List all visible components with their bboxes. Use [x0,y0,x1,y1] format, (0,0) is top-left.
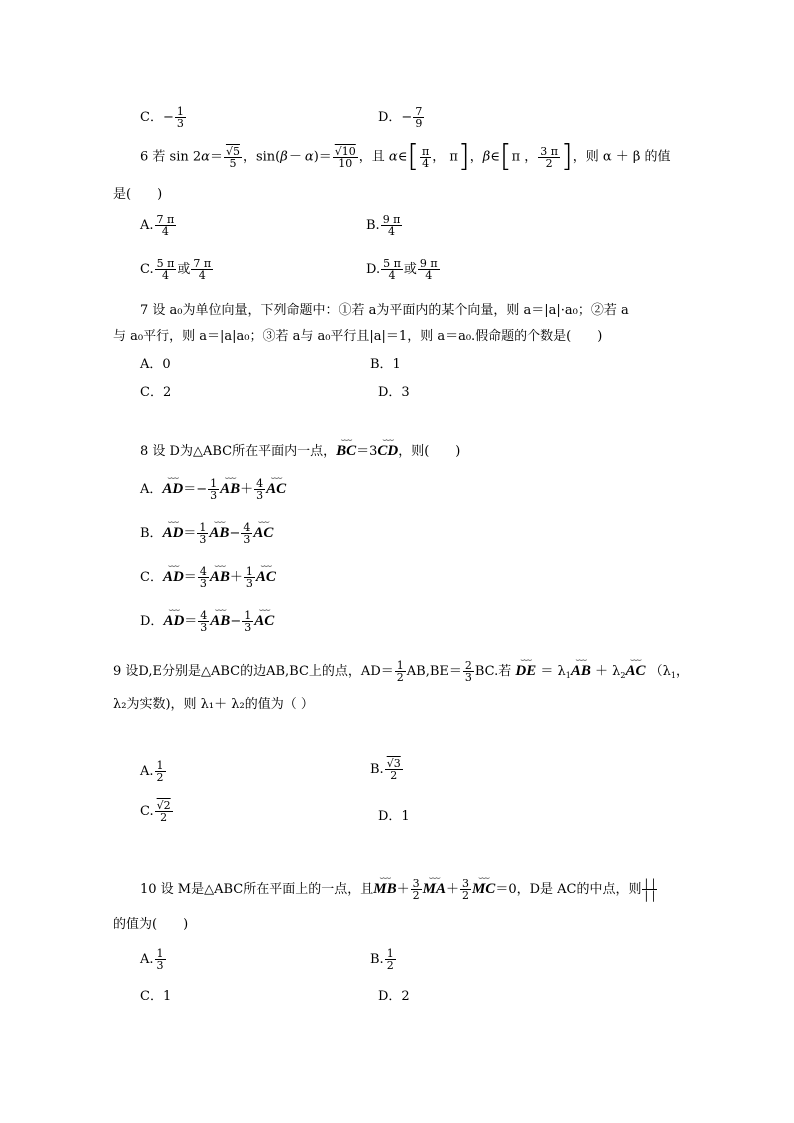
q7-option-b: B．1 [370,357,401,372]
q6-stem: 6 若 sin 2α＝ $\frac{√5}{5}$ ，sin(β－ α)＝ $\frac{√10}{10}$ ，且 α∈[ $\frac{\pi}{4}$ ， π]，β∈[π ， $\frac{3 \pi}{2}$ ]，则 α ＋ β 的值 [140,139,671,174]
q8-option-c: C．⌣⌣⌣ AD＝ $\frac{4}{3}$ ⌣⌣⌣ AB＋ $\frac{1}{3}$ ⌣⌣⌣ AC [140,566,276,589]
q7-option-c: C．2 [140,385,172,400]
q8-option-b: B．⌣⌣⌣ AD＝ $\frac{1}{3}$ ⌣⌣⌣ AB− $\frac{4}{3}$ ⌣⌣⌣ AC [140,522,273,545]
q10-option-b: B. $\frac{1}{2}$ [370,947,394,972]
q9-stem: 9 设D,E分别是△ABC的边AB,BC上的点，AD＝ $\frac{1}{2}$ AB,BE＝ $\frac{2}{3}$ BC.若 ⌣⌣⌣ DE ＝ $\lambda_1⌣⌣⌣$ AB ＋ $\lambda_2⌣⌣⌣$ AC （$\lambda_1$， [113,660,689,683]
q6-option-b: B. $\frac{9 \pi}{4}$ [366,213,401,238]
q8-option-a: A．⌣⌣⌣ AD＝− $\frac{1}{3}$ ⌣⌣⌣ AB＋ $\frac{4}{3}$ ⌣⌣⌣ AC [140,478,286,501]
q7-option-d: D．3 [378,385,410,400]
q7-option-a: A．0 [140,357,171,372]
q6-option-d: D. $\frac{5 \pi}{4}$ 或 $\frac{9 \pi}{4}$ [366,257,438,282]
q8-option-d: D．⌣⌣⌣ AD＝ $\frac{4}{3}$ ⌣⌣⌣ AB− $\frac{1}{3}$ ⌣⌣⌣ AC [140,610,274,633]
q6-stem-line2: 是( ) [113,187,163,202]
q9-option-b: B. $\frac{√3}{2}$ [370,757,401,782]
q10-option-a: A. $\frac{1}{3}$ [140,947,164,972]
q5-option-c: C．− $\frac{1}{3}$ [140,105,184,130]
q10-option-d: D．2 [378,989,410,1004]
q5-option-d: D．− $\frac{7}{9}$ [378,105,423,130]
q9-stem-line2: λ₂为实数)，则 λ₁＋ λ₂的值为（ ） [113,697,314,712]
q7-stem-line2: 与 a₀平行，则 a＝|a|a₀；③若 a与 a₀平行且|a|＝1，则 a＝a₀.假命题的个数是( ) [113,329,603,344]
q9-option-a: A. $\frac{1}{2}$ [140,759,164,784]
q6-option-c: C. $\frac{5 \pi}{4}$ 或 $\frac{7 \pi}{4}$ [140,257,212,282]
q10-option-c: C．1 [140,989,172,1004]
q9-option-c: C. $\frac{√2}{2}$ [140,799,171,824]
q7-stem-line1: 7 设 a₀为单位向量，下列命题中：①若 a为平面内的某个向量，则 a＝|a|·a₀；②若 a [140,303,629,318]
q10-stem-line2: 的值为( ) [113,917,189,932]
q8-stem: 8 设 D为△ABC所在平面内一点，⌣⌣⌣ BC＝3⌣⌣⌣ CD，则( ) [140,444,460,459]
q9-option-d: D．1 [378,809,410,824]
q6-option-a: A. $\frac{7 \pi}{4}$ [140,213,175,238]
q10-stem: 10 设 M是△ABC所在平面上的一点，且⌣⌣⌣ MB＋ $\frac{3}{2}$ ⌣⌣⌣ MA＋ $\frac{3}{2}$ ⌣⌣⌣ MC＝0，D是 AC的中点，则 $\frac{| |}{| |}$ [140,878,658,901]
